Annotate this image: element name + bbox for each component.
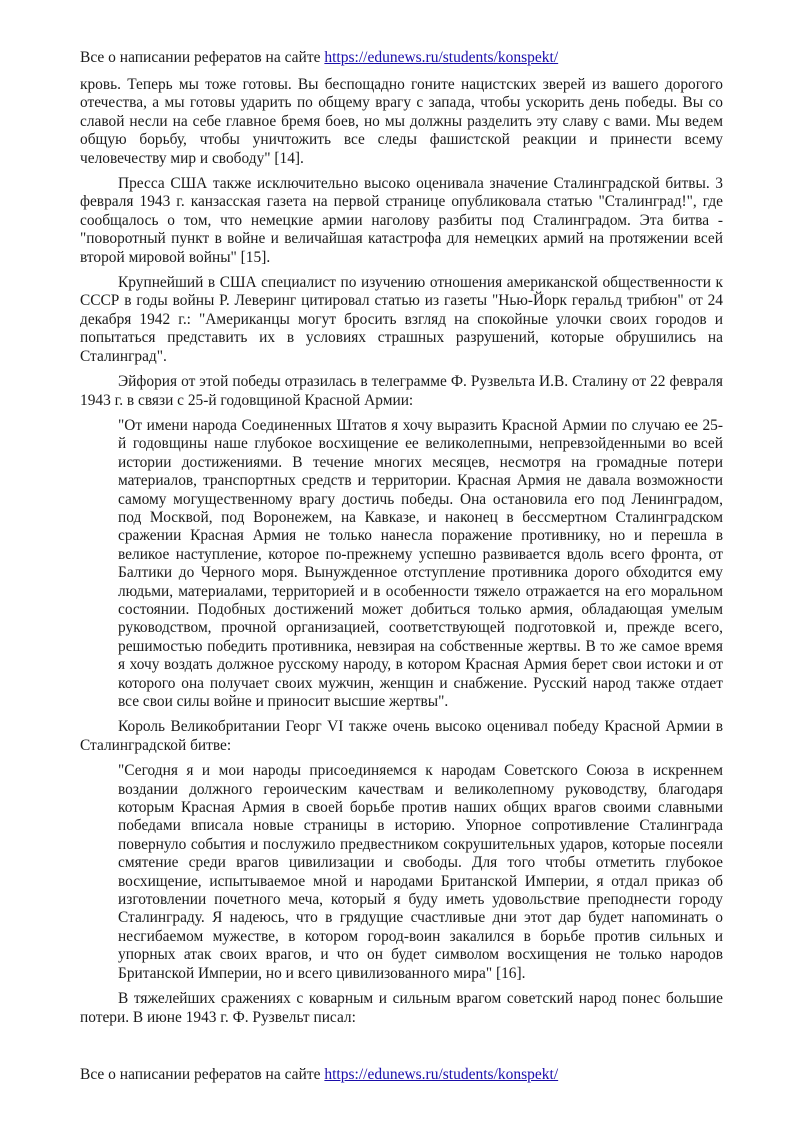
page-header xyxy=(80,48,558,68)
quote-roosevelt: "От имени народа Соединенных Штатов я хочу выразить Красной Армии по случаю ее 25-й годовщины наше глубокое восхищение ее великолепными, непревзойденными во всей истории достижениями. В течение многих месяцев, несмотря на громадные потери материалов, транспортных средств и территории. Красная Армия не давала возможности самому могущественному врагу достичь победы. Она остановила его под Ленинградом, под Москвой, под Воронежем, на Кавказе, и наконец в бессмертном Сталинградском сражении Красная Армия не только нанесла поражение противнику, но и перешла в великое наступление, которое по-прежнему успешно развивается вдоль всего фронта, от Балтики до Черного моря. Вынужденное отступление противника дорого обходится ему людьми, материалами, территорией и в особенности тяжело отражается на его моральном состоянии. Подобных достижений может добиться только армия, обладающая умелым руководством, прочной организацией, соответствующей подготовкой и, прежде всего, решимостью победить противника, невзирая на собственные жертвы. В то же самое время я хочу воздать должное русскому народу, в котором Красная Армия берет свои истоки и от которого она получает своих мужчин, женщин и снабжение. Русский народ также отдает все свои силы войне и приносит высшие жертвы". xyxy=(118,416,723,710)
paragraph-george-intro: Король Великобритании Георг VI также очень высоко оценивал победу Красной Армии в Сталинградской битве: xyxy=(80,718,723,754)
page-footer xyxy=(80,1065,558,1085)
quote-george: "Сегодня я и мои народы присоединяемся к народам Советского Союза в искреннем воздании должного героическим качествам и великолепному руководству, благодаря которым Красная Армия в своей борьбе против наших общих врагов своими славными победами вписала новые страницы в историю. Упорное сопротивление Сталинграда повернуло события и послужило предвестником сокрушительных ударов, которые посеяли смятение среди врагов цивилизации и свободы. Для того чтобы отметить глубокое восхищение, испытываемое мной и народами Британской Империи, я отдал приказ об изготовлении почетного меча, который я буду иметь удовольствие преподнести городу Сталинграду. Я надеюсь, что в грядущие счастливые дни этот дар будет напоминать о несгибаемом мужестве, в котором город-воин закалился в борьбе против сильных и упорных атак своих врагов, и что он будет символом восхищения не только народов Британской Империи, но и всего цивилизованного мира" [16]. xyxy=(118,762,723,982)
paragraph-roosevelt-intro: Эйфория от этой победы отразилась в телеграмме Ф. Рузвельта И.В. Сталину от 22 февраля 1943 г. в связи с 25-й годовщиной Красной Армии: xyxy=(80,373,723,409)
paragraph-us-press: Пресса США также исключительно высоко оценивала значение Сталинградской битвы. 3 февраля 1943 г. канзасская газета на первой странице опубликовала статью "Сталинград!", где сообщалось о том, что немецкие армии наголову разбиты под Сталинградом. Эта битва - "поворотный пункт в войне и величайшая катастрофа для немецких армий на протяжении всей второй мировой войны" [15]. xyxy=(80,175,723,266)
paragraph-levering: Крупнейший в США специалист по изучению отношения американской общественности к СССР в годы войны Р. Леверинг цитировал статью из газеты "Нью-Йорк геральд трибюн" от 24 декабря 1942 г.: "Американцы могут бросить взгляд на спокойные улочки своих городов и попытаться представить их в условиях страшных разрушений, которые обрушились на Сталинград". xyxy=(80,274,723,365)
paragraph-losses: В тяжелейших сражениях с коварным и сильным врагом советский народ понес большие потери. В июне 1943 г. Ф. Рузвельт писал: xyxy=(80,990,723,1026)
header-text: Все о написании рефератов на сайте xyxy=(80,49,321,66)
document-body xyxy=(80,76,723,1034)
paragraph-continuation: кровь. Теперь мы тоже готовы. Вы беспощадно гоните нацистских зверей из вашего дорогого отечества, а мы готовы ударить по общему врагу с запада, чтобы ускорить день победы. Вы со славой несли на себе главное бремя боев, но мы должны разделить эту славу с вами. Мы ведем общую борьбу, чтобы уничтожить все следы фашистской реакции и принести всему человечеству мир и свободу" [14]. xyxy=(80,76,723,167)
header-link[interactable]: https://edunews.ru/students/konspekt/ xyxy=(324,49,559,66)
document-page xyxy=(80,0,723,1131)
footer-link[interactable]: https://edunews.ru/students/konspekt/ xyxy=(324,1066,559,1083)
footer-text: Все о написании рефератов на сайте xyxy=(80,1066,321,1083)
